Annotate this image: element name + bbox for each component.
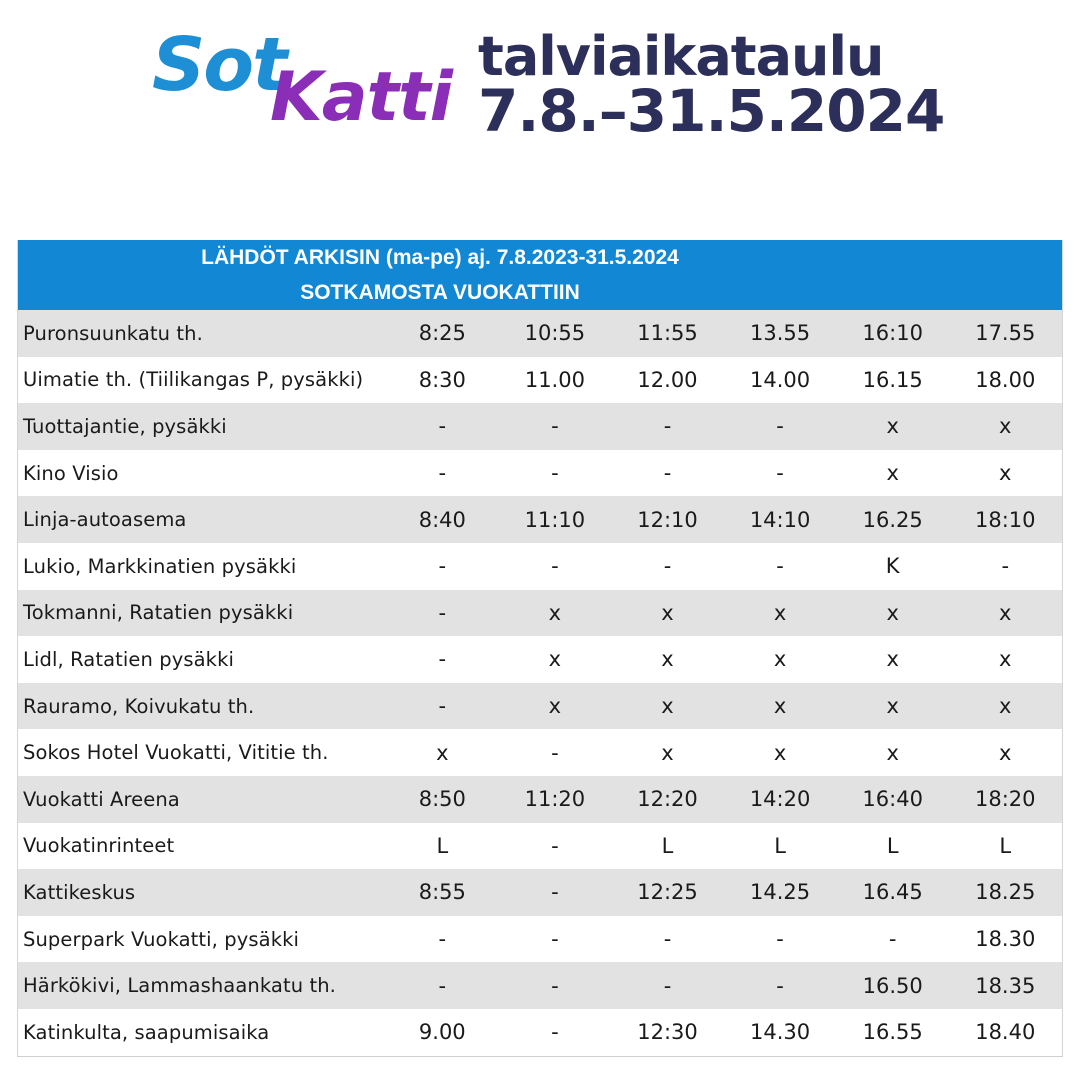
departure-time-cell: -: [776, 414, 784, 439]
departure-time-cell: -: [888, 927, 897, 952]
departure-time-cell: 12:30: [637, 1020, 698, 1045]
departure-time-cell: 18.30: [975, 927, 1036, 952]
departure-time-cell: -: [776, 927, 784, 952]
timetable-header-line-2: SOTKAMOSTA VUOKATTIIN: [300, 281, 580, 304]
stop-name: Lukio, Markkinatien pysäkki: [23, 554, 297, 578]
departure-time-cell: -: [663, 973, 672, 998]
departure-time-cell: x: [999, 740, 1012, 765]
stop-name: Puronsuunkatu th.: [23, 321, 203, 345]
table-row: [18, 590, 1062, 637]
departure-time-cell: -: [438, 927, 447, 952]
departure-time-cell: -: [663, 414, 672, 439]
table-row: [18, 729, 1062, 776]
departure-time-cell: -: [438, 414, 447, 439]
title-line-2: 7.8.–31.5.2024: [478, 77, 945, 145]
table-row: [18, 310, 1062, 357]
table-row: [18, 1009, 1062, 1056]
departure-time-cell: x: [661, 647, 674, 672]
departure-time-cell: x: [661, 740, 674, 765]
departure-time-cell: x: [661, 600, 674, 625]
departure-time-cell: -: [438, 647, 447, 672]
departure-time-cell: 18.35: [975, 973, 1036, 998]
departure-time-cell: 14.30: [750, 1020, 811, 1045]
logo-katti-text: Katti: [270, 58, 452, 137]
departure-time-cell: -: [663, 927, 672, 952]
table-row: [18, 823, 1062, 870]
departure-time-cell: -: [438, 554, 447, 579]
departure-time-cell: 12.00: [637, 367, 698, 392]
departure-time-cell: x: [886, 694, 899, 719]
departure-time-cell: 18.40: [975, 1020, 1036, 1045]
departure-time-cell: 18.25: [975, 880, 1036, 905]
departure-time-cell: 11:55: [637, 321, 698, 346]
table-row: [18, 496, 1062, 543]
stop-name: Lidl, Ratatien pysäkki: [23, 647, 234, 671]
departure-time-cell: -: [1001, 554, 1010, 579]
departure-time-cell: x: [886, 647, 899, 672]
departure-time-cell: 16.15: [862, 367, 923, 392]
table-row: [18, 683, 1062, 730]
table-row: [18, 450, 1062, 497]
table-row: [18, 543, 1062, 590]
table-row: [18, 357, 1062, 404]
departure-time-cell: x: [999, 600, 1012, 625]
departure-time-cell: 11.00: [524, 367, 585, 392]
departure-time-cell: L: [436, 833, 449, 858]
stop-name: Kino Visio: [23, 461, 119, 485]
timetable-body: [18, 310, 1062, 1056]
departure-time-cell: L: [886, 833, 899, 858]
departure-time-cell: 12:25: [637, 880, 698, 905]
departure-time-cell: x: [548, 600, 562, 625]
departure-time-cell: 14:20: [749, 787, 811, 812]
stop-name: Superpark Vuokatti, pysäkki: [23, 927, 300, 951]
departure-time-cell: x: [661, 694, 674, 719]
departure-time-cell: 16:40: [862, 787, 923, 812]
stop-name: Kattikeskus: [23, 880, 136, 904]
departure-time-cell: 16:10: [862, 321, 923, 346]
departure-time-cell: x: [886, 600, 899, 625]
departure-time-cell: 8:25: [418, 321, 466, 346]
departure-time-cell: -: [551, 927, 559, 952]
table-row: [18, 403, 1062, 450]
departure-time-cell: 9.00: [418, 1020, 466, 1045]
departure-time-cell: 16.45: [862, 880, 923, 905]
departure-time-cell: 8:50: [418, 787, 466, 812]
departure-time-cell: -: [776, 554, 784, 579]
departure-time-cell: 14:10: [749, 507, 811, 532]
timetable-header-line-1: LÄHDÖT ARKISIN (ma-pe) aj. 7.8.2023-31.5.2024: [201, 246, 679, 269]
departure-time-cell: -: [663, 461, 672, 486]
table-row: [18, 916, 1062, 963]
stop-name: Vuokatti Areena: [23, 787, 180, 811]
departure-time-cell: 10:55: [524, 321, 586, 346]
departure-time-cell: 8:40: [418, 507, 466, 532]
table-row: [18, 869, 1062, 916]
departure-time-cell: 17.55: [975, 321, 1036, 346]
sotkatti-logo: [152, 18, 452, 148]
timetable-header: [18, 240, 1062, 310]
departure-time-cell: 11:20: [524, 787, 586, 812]
departure-time-cell: x: [999, 694, 1012, 719]
departure-time-cell: x: [999, 461, 1012, 486]
departure-time-cell: 11:10: [524, 507, 586, 532]
logo-sot-text: Sot: [152, 22, 286, 108]
stop-name: Tuottajantie, pysäkki: [23, 414, 227, 438]
departure-time-cell: x: [436, 740, 449, 765]
table-row: [18, 962, 1062, 1009]
departure-time-cell: x: [773, 694, 787, 719]
departure-time-cell: x: [548, 647, 562, 672]
title-line-1: talviaikataulu: [478, 25, 884, 88]
departure-time-cell: -: [438, 461, 447, 486]
departure-time-cell: x: [999, 414, 1012, 439]
departure-time-cell: 16.55: [862, 1020, 923, 1045]
departure-time-cell: x: [999, 647, 1012, 672]
departure-time-cell: 18:20: [975, 787, 1036, 812]
departure-time-cell: 18.00: [975, 367, 1036, 392]
departure-time-cell: -: [551, 1020, 559, 1045]
departure-time-cell: L: [661, 833, 674, 858]
departure-time-cell: -: [551, 554, 559, 579]
departure-time-cell: x: [773, 647, 787, 672]
stop-name: Sokos Hotel Vuokatti, Vititie th.: [23, 741, 329, 765]
departure-time-cell: 8:30: [418, 367, 466, 392]
departure-time-cell: K: [885, 554, 900, 579]
stop-name: Härkökivi, Lammashaankatu th.: [23, 974, 336, 998]
departure-time-cell: x: [773, 600, 787, 625]
departure-time-cell: L: [774, 833, 786, 858]
stop-name: Vuokatinrinteet: [23, 834, 175, 858]
departure-time-cell: 18:10: [975, 507, 1036, 532]
departure-time-cell: x: [886, 414, 899, 439]
departure-time-cell: x: [886, 461, 899, 486]
departure-time-cell: 8:55: [418, 880, 466, 905]
departure-time-cell: x: [773, 740, 787, 765]
stop-name: Linja-autoasema: [23, 508, 187, 532]
stop-name: Katinkulta, saapumisaika: [23, 1020, 270, 1044]
departure-time-cell: 16.50: [862, 973, 923, 998]
table-row: [18, 776, 1062, 823]
stop-name: Uimatie th. (Tiilikangas P, pysäkki): [23, 368, 364, 392]
timetable: [17, 240, 1063, 1057]
departure-time-cell: -: [551, 973, 559, 998]
departure-time-cell: 12:10: [637, 507, 698, 532]
departure-time-cell: -: [438, 694, 447, 719]
departure-time-cell: -: [551, 740, 559, 765]
departure-time-cell: L: [999, 833, 1012, 858]
departure-time-cell: x: [886, 740, 899, 765]
departure-time-cell: x: [548, 694, 562, 719]
stop-name: Rauramo, Koivukatu th.: [23, 694, 255, 718]
page-title: [478, 25, 945, 145]
departure-time-cell: -: [551, 414, 559, 439]
departure-time-cell: -: [663, 554, 672, 579]
departure-time-cell: 13.55: [750, 321, 811, 346]
departure-time-cell: 16.25: [862, 507, 923, 532]
departure-time-cell: -: [551, 833, 559, 858]
departure-time-cell: -: [438, 600, 447, 625]
table-row: [18, 636, 1062, 683]
departure-time-cell: -: [776, 973, 784, 998]
departure-time-cell: -: [551, 461, 559, 486]
departure-time-cell: -: [551, 880, 559, 905]
departure-time-cell: 14.25: [750, 880, 811, 905]
departure-time-cell: 12:20: [637, 787, 698, 812]
departure-time-cell: -: [776, 461, 784, 486]
stop-name: Tokmanni, Ratatien pysäkki: [23, 601, 294, 625]
departure-time-cell: 14.00: [750, 367, 811, 392]
departure-time-cell: -: [438, 973, 447, 998]
